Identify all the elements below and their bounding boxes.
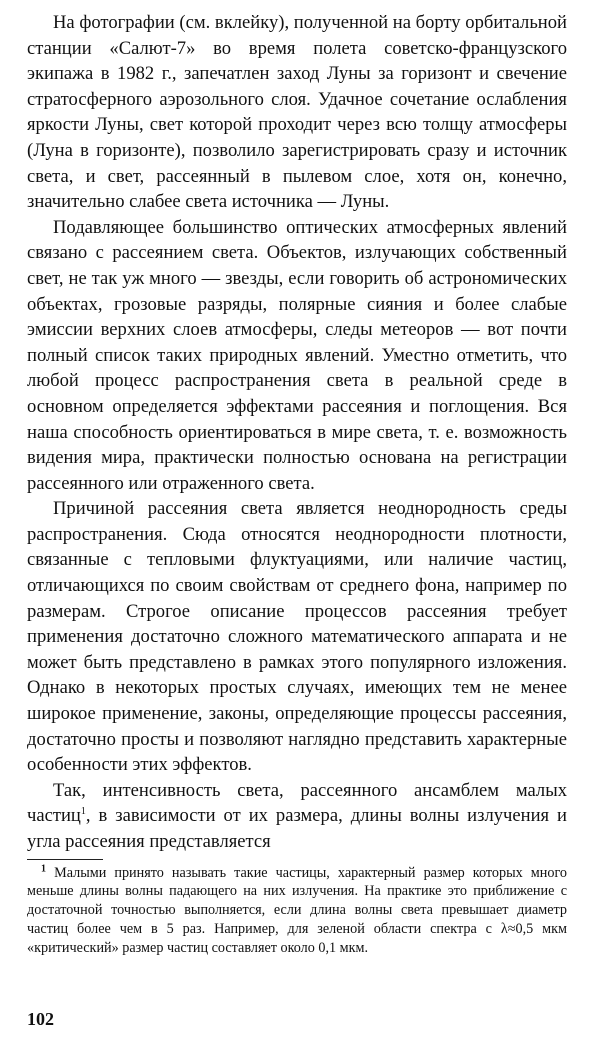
footnote-reference: 1 [80,806,86,818]
footnote-text: Малыми принято называть такие частицы, характерный размер которых много меньше длины волны падающего на них излучения. На практике это приближение с достаточной точностью выполняется, если длина волны света превышает диаметр частиц более чем в 5 раз. Например, для зеленой области спектра с λ≈0,5 мкм «критический» размер частиц составляет около 0,1 мкм. [27,864,567,956]
paragraph-4-text-start: Так, интенсивность света, рассеянного ансамблем малых частиц [27,779,567,827]
footnote-marker: 1 [41,862,46,874]
footnote [27,864,567,958]
page-number: 102 [27,1009,54,1029]
page-body [27,10,567,958]
paragraph-4-text-end: , в зависимости от их размера, длины волны излучения и угла рассеяния представляется [27,805,567,852]
paragraph-4 [27,778,567,855]
paragraph-3: Причиной рассеяния света является неоднородность среды распространения. Сюда относятся неоднородности плотности, связанные с тепловыми флуктуациями, или наличие частиц, отличающихся по своим свойствам от среднего фона, например по размерам. Строгое описание процессов рассеяния требует применения достаточно сложного математического аппарата и не может быть представлено в рамках этого популярного изложения. Однако в некоторых простых случаях, имеющих тем не менее широкое применение, законы, определяющие процессы рассеяния, достаточно просты и позволяют наглядно представить характерные особенности этих эффектов. [27,498,567,776]
paragraph-1: На фотографии (см. вклейку), полученной на борту орбитальной станции «Салют-7» во время полета советско-французского экипажа в 1982 г., запечатлен заход Луны за горизонт и свечение стратосферного аэрозольного слоя. Удачное сочетание ослабления яркости Луны, свет которой проходит через всю толщу атмосферы (Луна в горизонте), позволило зарегистрировать сразу и источник света, и свет, рассеянный в пылевом слое, хотя он, конечно, значительно слабее света источника — Луны. [27,12,567,213]
footnote-divider [27,859,103,860]
paragraph-2: Подавляющее большинство оптических атмосферных явлений связано с рассеянием света. Объектов, излучающих собственный свет, не так уж много — звезды, если говорить об астрономических объектах, грозовые разряды, полярные сияния и более слабые эмиссии верхних слоев атмосферы, следы метеоров — вот почти полный список таких природных явлений. Уместно отметить, что любой процесс распространения света в реальной среде в основном определяется эффектами рассеяния и поглощения. Вся наша способность ориентироваться в мире света, т. е. возможность видения мира, практически полностью основана на регистрации рассеянного или отраженного света. [27,216,567,494]
